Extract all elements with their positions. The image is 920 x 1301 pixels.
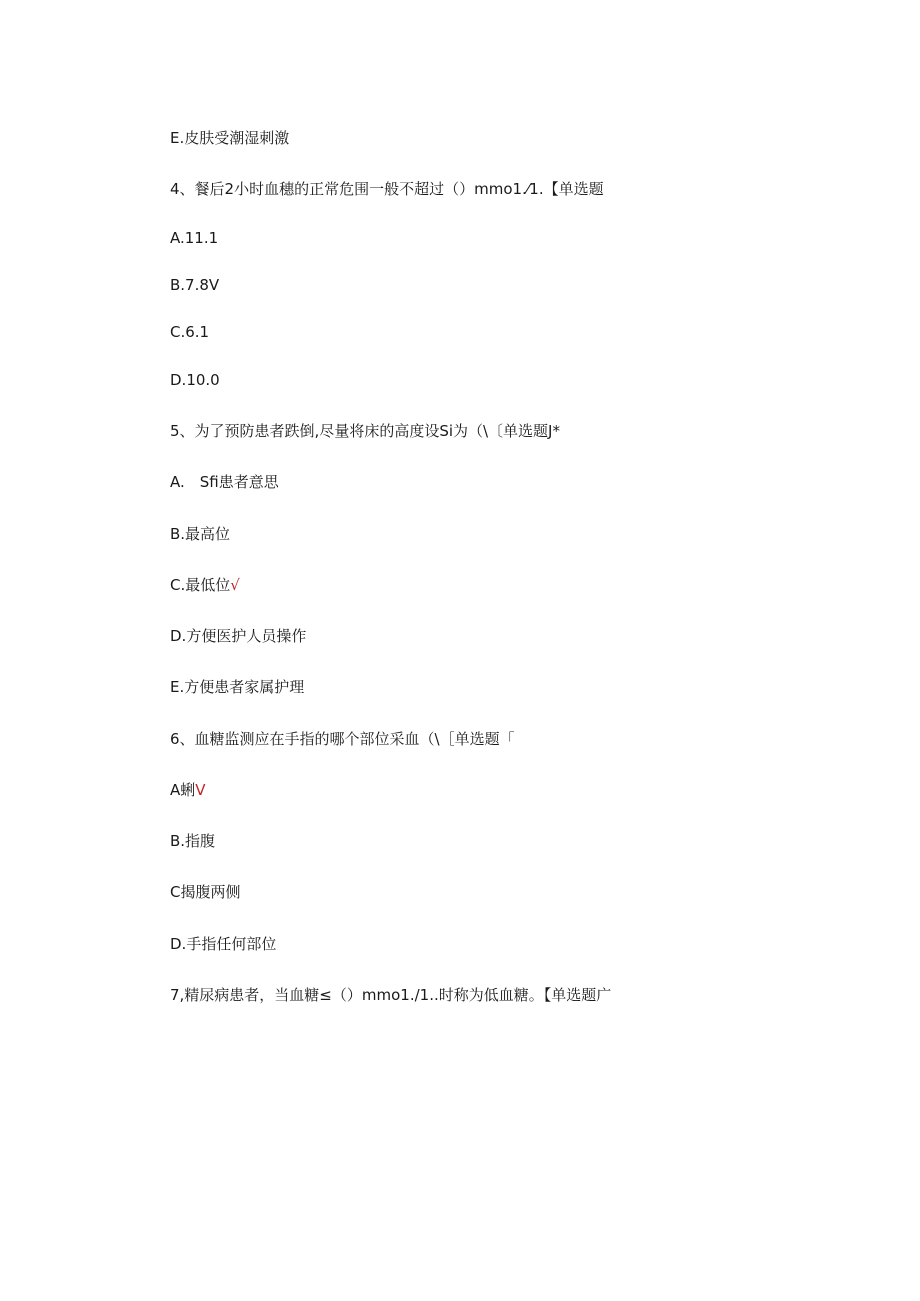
- option-text: A.11.1: [170, 229, 219, 247]
- option-text: C揭腹两侧: [170, 883, 241, 901]
- option-a-line: [170, 228, 218, 248]
- option-text: A蜊: [170, 781, 196, 799]
- correct-mark: V: [195, 781, 206, 799]
- correct-mark: √: [230, 576, 240, 594]
- option-a-line: [170, 780, 206, 800]
- option-text: E.方便患者家属护理: [170, 678, 305, 696]
- option-b-line: [170, 831, 215, 851]
- correct-mark: V: [208, 276, 220, 294]
- question-4-line: [170, 179, 604, 199]
- question-7-line: [170, 985, 611, 1005]
- option-c-line: [170, 882, 240, 902]
- option-text: B.7.8: [170, 276, 209, 294]
- option-d-line: [170, 934, 276, 954]
- option-text: C.最低位: [170, 576, 231, 594]
- option-text: E.皮肤受潮湿刺激: [170, 129, 290, 147]
- option-b-line: [170, 524, 230, 544]
- option-text: B.最高位: [170, 525, 231, 543]
- question-text: 5、为了预防患者跌倒,尽量将床的高度设Si为（\〔单选题J*: [170, 422, 560, 440]
- option-text: A. Sfi患者意思: [170, 473, 279, 491]
- option-e-line: [170, 128, 289, 148]
- option-d-line: [170, 370, 220, 390]
- option-c-line: [170, 322, 209, 342]
- option-b-line: [170, 275, 219, 295]
- option-text: C.6.1: [170, 323, 210, 341]
- option-text: B.指腹: [170, 832, 216, 850]
- question-5-line: [170, 421, 560, 441]
- question-text: 6、血糖监测应在手指的哪个部位采血（\［单选题「: [170, 730, 515, 748]
- question-6-line: [170, 729, 515, 749]
- option-a-line: [170, 472, 279, 492]
- option-e-line: [170, 677, 304, 697]
- option-text: D.手指任何部位: [170, 935, 277, 953]
- option-c-line: [170, 575, 240, 595]
- option-d-line: [170, 626, 306, 646]
- question-text: 7,精尿病患者，当血糖≤（）mmo1./1..时称为低血糖。【单选题广: [170, 986, 612, 1004]
- question-text: 4、餐后2小时血穗的正常危围一般不超过（）mmo1.⁄1.【单选题: [170, 180, 604, 198]
- option-text: D.方便医护人员操作: [170, 627, 307, 645]
- option-text: D.10.0: [170, 371, 220, 389]
